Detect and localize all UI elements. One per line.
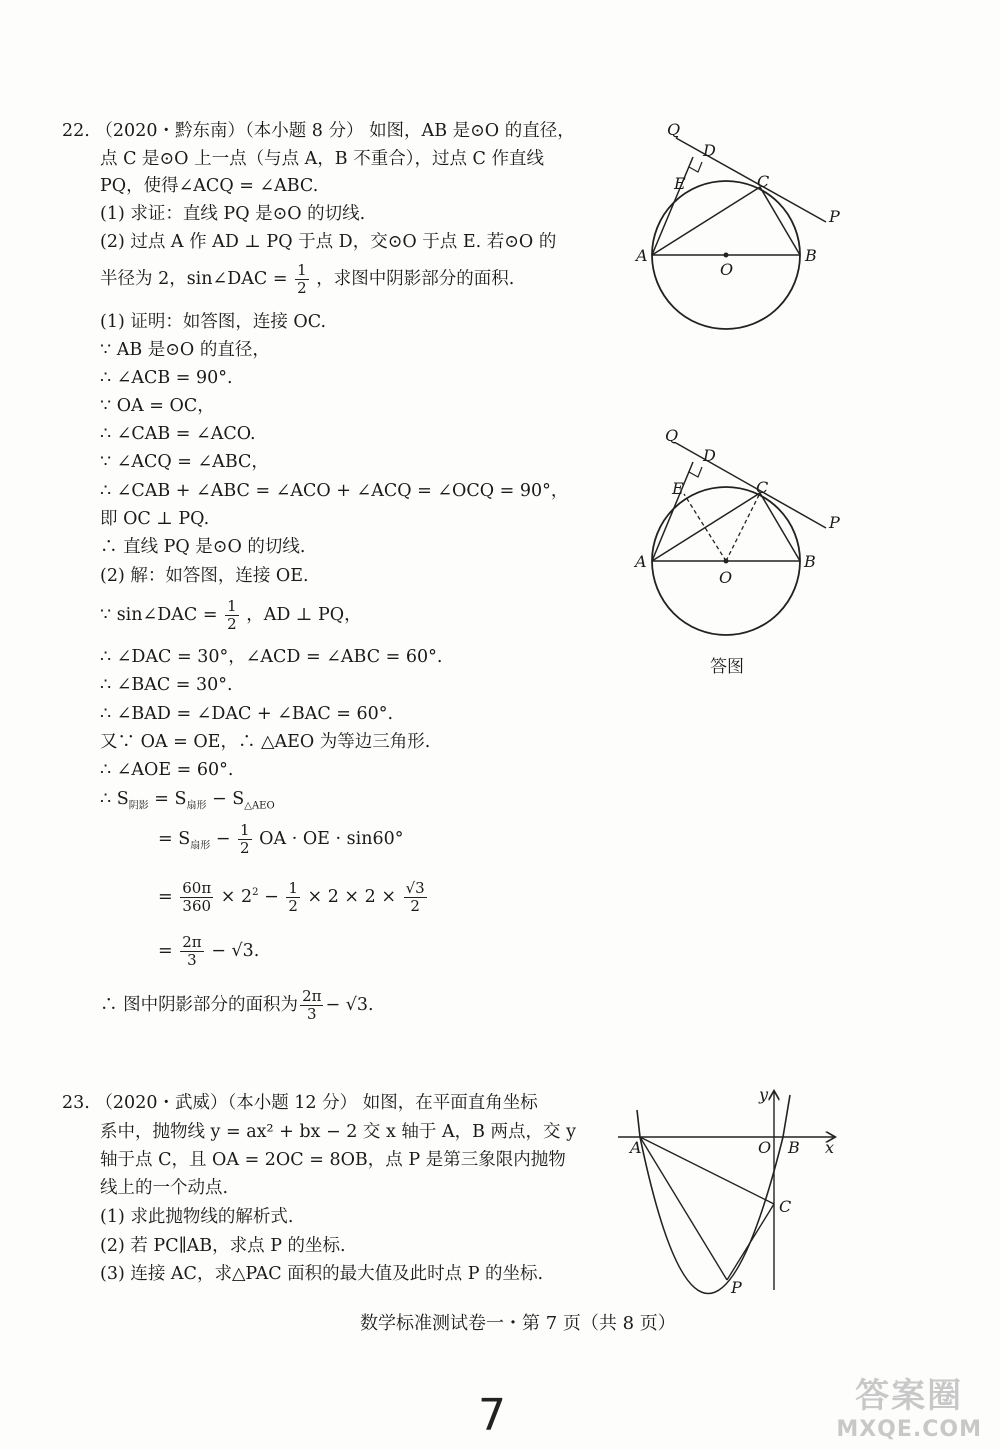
solution-line-3: ∴ ∠ACB = 90°.: [100, 368, 233, 388]
label-b: B: [788, 1138, 800, 1157]
problem23-figure: [610, 1085, 850, 1300]
problem23-source: （2020・武威）: [95, 1093, 228, 1113]
fraction-den: 2: [288, 897, 298, 915]
label-p: P: [829, 513, 840, 532]
label-a: A: [630, 1138, 642, 1157]
label-e: E: [674, 174, 686, 193]
line-pq: [676, 138, 826, 222]
label-q: Q: [667, 120, 681, 139]
s17-c: − S: [206, 789, 245, 809]
fraction: [286, 880, 300, 915]
fraction: [238, 822, 252, 857]
problem23-question-1: (1) 求此抛物线的解析式.: [100, 1207, 294, 1227]
handwritten-page-number: 7: [478, 1390, 506, 1441]
watermark-line2: MXQE.COM: [836, 1417, 982, 1442]
solution-line-13: ∴ ∠BAC = 30°.: [100, 675, 233, 695]
fraction: [295, 262, 309, 297]
s17-sub2: 扇形: [186, 800, 207, 812]
s19-exp: 2: [252, 887, 259, 899]
fraction-num: 1: [240, 821, 250, 839]
line-pc: [727, 1204, 774, 1280]
problem22-question-1: (1) 求证：直线 PQ 是⊙O 的切线.: [100, 204, 366, 224]
solution-line-2: ∵ AB 是⊙O 的直径，: [100, 340, 270, 360]
line-pq: [676, 443, 826, 528]
s18-b: −: [210, 829, 231, 849]
solution-line-18: [158, 822, 404, 860]
fraction-den: 2: [410, 897, 420, 915]
s21-post: − √3.: [325, 995, 374, 1015]
line-bc: [760, 187, 800, 255]
problem23-statement-1: 如图，在平面直角坐标: [362, 1093, 538, 1113]
s19-mid2: × 2 × 2 ×: [307, 887, 396, 907]
s11-post: ，AD ⊥ PQ，: [246, 605, 362, 625]
fraction-num: √3: [405, 879, 425, 897]
problem23-points: （本小题 12 分）: [227, 1093, 358, 1113]
s17-b: = S: [148, 789, 187, 809]
label-c: C: [779, 1197, 792, 1216]
problem23-line1: [62, 1090, 538, 1116]
label-a: A: [635, 552, 647, 571]
solution-line-11: [100, 598, 362, 633]
s17-a: ∴ S: [100, 789, 129, 809]
s18-a: = S: [158, 829, 191, 849]
s11-pre: ∵ sin∠DAC =: [100, 605, 218, 625]
label-d: D: [703, 141, 716, 160]
s18-c: OA · OE · sin60°: [259, 829, 404, 849]
label-d: D: [703, 446, 716, 465]
solution-line-5: ∴ ∠CAB = ∠ACO.: [100, 424, 256, 444]
line-ad: [652, 462, 693, 561]
center-dot: [724, 559, 729, 564]
fraction-num: 1: [288, 879, 298, 897]
label-o: O: [758, 1138, 772, 1157]
watermark: [836, 1368, 982, 1442]
label-o: O: [719, 568, 733, 587]
fraction-num: 60π: [182, 879, 212, 897]
fraction-num: 2π: [302, 987, 322, 1005]
line-ac: [652, 187, 760, 255]
label-a: A: [636, 246, 648, 265]
fraction-den: 3: [187, 951, 197, 969]
solution-line-21: [100, 988, 374, 1023]
fraction-num: 2π: [182, 933, 202, 951]
solution-line-8: 即 OC ⊥ PQ.: [100, 509, 210, 529]
watermark-line1: 答案圈: [855, 1376, 964, 1416]
solution-line-4: ∵ OA = OC，: [100, 396, 215, 416]
problem23-statement-2: 系中，抛物线 y = ax² + bx − 2 交 x 轴于 A，B 两点，交 y: [100, 1122, 576, 1142]
s19-mid: × 2: [220, 887, 253, 907]
problem22-question-2b: [100, 262, 514, 297]
solution-line-6: ∵ ∠ACQ = ∠ABC，: [100, 452, 269, 472]
s20-post: − √3.: [211, 941, 260, 961]
label-c: C: [757, 172, 770, 191]
fraction-den: 360: [182, 897, 212, 915]
solution-line-10: (2) 解：如答图，连接 OE.: [100, 566, 309, 586]
solution-line-17: [100, 786, 275, 820]
problem22-statement-1: 如图，AB 是⊙O 的直径，: [369, 121, 575, 141]
center-dot: [724, 253, 729, 258]
problem22-statement-3: PQ，使得∠ACQ = ∠ABC.: [100, 176, 319, 196]
label-o: O: [720, 260, 734, 279]
label-q: Q: [665, 426, 679, 445]
fraction-num: 1: [227, 597, 237, 615]
fraction: [180, 880, 213, 915]
problem22-line1: [62, 118, 575, 144]
s17-sub3: △AEO: [244, 800, 275, 812]
problem23-question-2: (2) 若 PC∥AB，求点 P 的坐标.: [100, 1236, 346, 1256]
problem22-source: （2020・黔东南）: [95, 121, 245, 141]
label-e: E: [672, 479, 684, 498]
parabola-left-tail: [637, 1110, 640, 1137]
q2b-pre: 半径为 2，sin∠DAC =: [100, 269, 288, 289]
solution-line-7: ∴ ∠CAB + ∠ABC = ∠ACO + ∠ACQ = ∠OCQ = 90°，: [100, 481, 569, 501]
problem22-question-2: (2) 过点 A 作 AD ⊥ PQ 于点 D，交⊙O 于点 E. 若⊙O 的: [100, 232, 557, 252]
label-c: C: [756, 478, 769, 497]
problem23-question-3: (3) 连接 AC，求△PAC 面积的最大值及此时点 P 的坐标.: [100, 1264, 544, 1284]
solution-line-15: 又∵ OA = OE，∴ △AEO 为等边三角形.: [100, 732, 431, 752]
problem22-statement-2: 点 C 是⊙O 上一点（与点 A，B 不重合），过点 C 作直线: [100, 149, 544, 169]
problem22-number: 22.: [62, 121, 90, 141]
fraction-num: 1: [297, 261, 307, 279]
line-ad: [652, 157, 693, 255]
fraction-den: 2: [240, 839, 250, 857]
s18-sub: 扇形: [190, 840, 211, 852]
fraction-den: 3: [306, 1005, 317, 1023]
label-x: x: [825, 1138, 835, 1157]
label-p: P: [829, 207, 840, 226]
solution-line-9: ∴ 直线 PQ 是⊙O 的切线.: [100, 537, 306, 557]
s21-pre: ∴ 图中阴影部分的面积为: [100, 995, 299, 1015]
problem23-number: 23.: [62, 1093, 90, 1113]
solution-line-14: ∴ ∠BAD = ∠DAC + ∠BAC = 60°.: [100, 704, 394, 724]
label-b: B: [804, 552, 816, 571]
s17-sub1: 阴影: [128, 800, 149, 812]
label-b: B: [805, 246, 817, 265]
solution-line-19: = $\frac{60\pi}{360}$ × $2^2$ − $\frac{1}{2}$ × 2 × 2 × $\frac{√3}{2}$: [158, 879, 425, 915]
fraction: [225, 598, 239, 633]
solution-line-1: (1) 证明：如答图，连接 OC.: [100, 312, 327, 332]
problem22-points: （本小题 8 分）: [244, 121, 364, 141]
problem23-statement-4: 线上的一个动点.: [100, 1178, 229, 1198]
problem22-figure: [620, 115, 860, 340]
label-y: y: [759, 1085, 769, 1104]
answer-figure: [620, 420, 860, 690]
label-p: P: [731, 1278, 742, 1297]
fraction: [180, 934, 203, 969]
problem23-statement-3: 轴于点 C，且 OA = 2OC = 8OB，点 P 是第三象限内抛物: [100, 1150, 566, 1170]
answer-caption: 答图: [710, 657, 744, 677]
line-ac: [652, 493, 760, 561]
fraction-den: 2: [297, 279, 307, 297]
solution-line-12: ∴ ∠DAC = 30°，∠ACD = ∠ABC = 60°.: [100, 647, 443, 667]
parabola: [640, 1095, 790, 1294]
s19-minus: −: [258, 887, 279, 907]
fraction: [404, 880, 427, 915]
q2b-post: ，求图中阴影部分的面积.: [316, 269, 515, 289]
line-bc: [760, 493, 800, 561]
solution-line-16: ∴ ∠AOE = 60°.: [100, 760, 234, 780]
solution-line-20: = $\frac{2\pi}{3}$ − √3.: [158, 933, 260, 969]
page-footer: 数学标准测试卷一・第 7 页（共 8 页）: [360, 1313, 676, 1334]
fraction: [300, 988, 323, 1023]
fraction-den: 2: [227, 615, 237, 633]
